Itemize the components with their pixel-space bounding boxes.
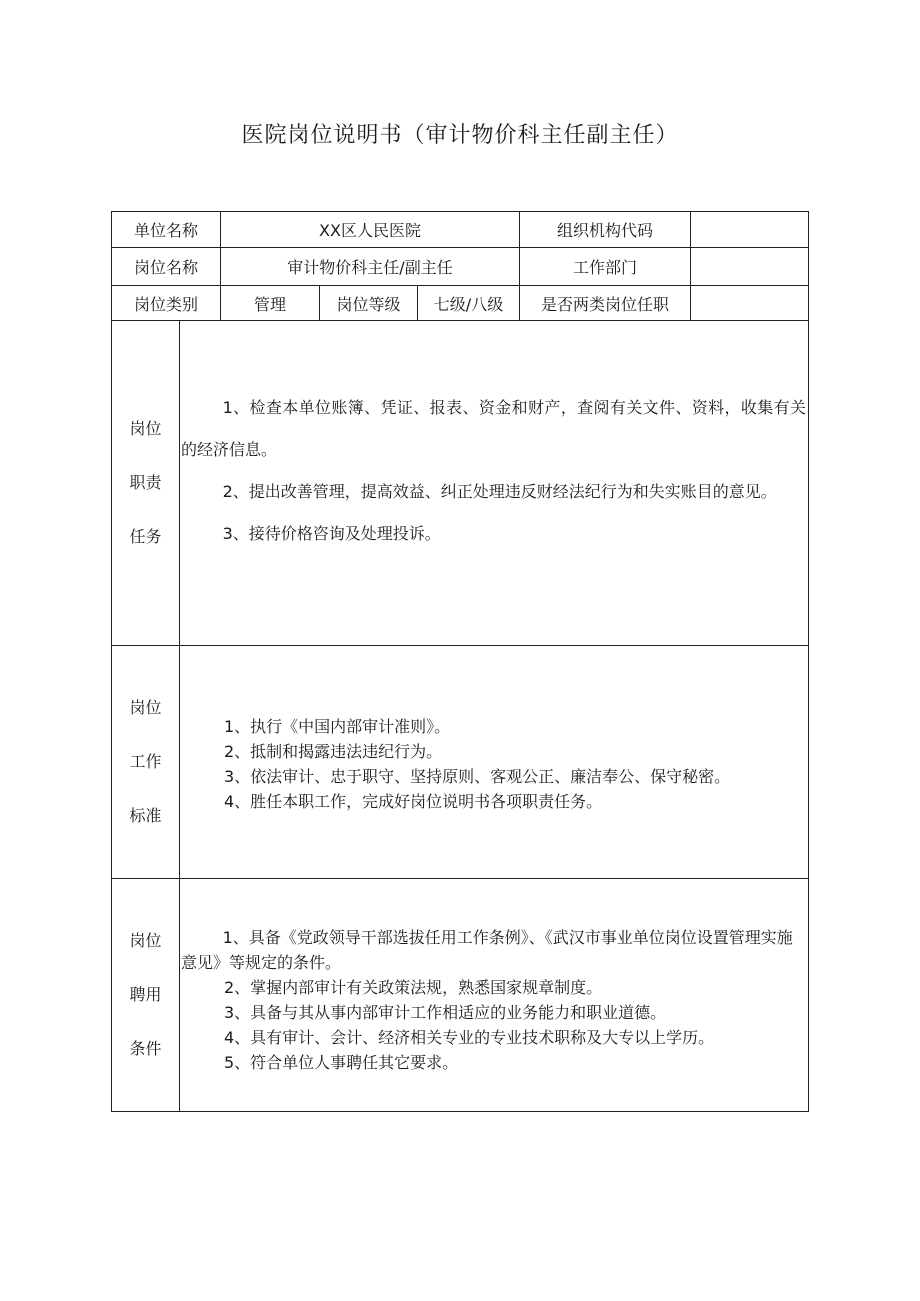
post-category-value: 管理	[221, 286, 320, 321]
post-grade-value: 七级/八级	[418, 286, 520, 321]
standard-item: 2、抵制和揭露违法违纪行为。	[224, 742, 443, 761]
standards-label: 岗位 工作 标准	[112, 646, 180, 879]
org-code-label: 组织机构代码	[520, 212, 691, 248]
org-code-value	[691, 212, 809, 248]
department-label: 工作部门	[520, 248, 691, 286]
duties-label: 岗位 职责 任务	[112, 321, 180, 646]
requirement-item: 5、符合单位人事聘任其它要求。	[224, 1053, 459, 1072]
requirement-item: 3、具备与其从事内部审计工作相适应的业务能力和职业道德。	[224, 1003, 667, 1022]
department-value	[691, 248, 809, 286]
requirements-content	[180, 879, 809, 1112]
requirement-item: 1、具备《党政领导干部选拔任用工作条例》、《武汉市事业单位岗位设置管理实施意见》等规定的条件。	[181, 928, 793, 972]
dual-post-label: 是否两类岗位任职	[520, 286, 691, 321]
unit-name-value: XX区人民医院	[221, 212, 520, 248]
duty-item: 1、检查本单位账簿、凭证、报表、资金和财产，查阅有关文件、资料，收集有关的经济信息。	[181, 398, 806, 459]
duty-item: 2、提出改善管理，提高效益、纠正处理违反财经法纪行为和失实账目的意见。	[222, 482, 777, 501]
standards-content	[180, 646, 809, 879]
post-name-label: 岗位名称	[112, 248, 221, 286]
unit-name-label: 单位名称	[112, 212, 221, 248]
post-grade-label: 岗位等级	[320, 286, 418, 321]
post-category-label: 岗位类别	[112, 286, 221, 321]
job-description-table	[111, 211, 809, 1112]
page-title: 医院岗位说明书（审计物价科主任副主任）	[241, 123, 679, 148]
duties-content	[180, 321, 809, 646]
standard-item: 1、执行《中国内部审计准则》。	[224, 717, 451, 736]
post-name-value: 审计物价科主任/副主任	[221, 248, 520, 286]
standard-item: 3、依法审计、忠于职守、坚持原则、客观公正、廉洁奉公、保守秘密。	[224, 767, 731, 786]
requirement-item: 4、具有审计、会计、经济相关专业的专业技术职称及大专以上学历。	[224, 1028, 715, 1047]
requirements-label: 岗位 聘用 条件	[112, 879, 180, 1112]
dual-post-value	[691, 286, 809, 321]
requirement-item: 2、掌握内部审计有关政策法规，熟悉国家规章制度。	[224, 978, 603, 997]
standard-item: 4、胜任本职工作，完成好岗位说明书各项职责任务。	[224, 792, 603, 811]
duty-item: 3、接待价格咨询及处理投诉。	[222, 524, 441, 543]
